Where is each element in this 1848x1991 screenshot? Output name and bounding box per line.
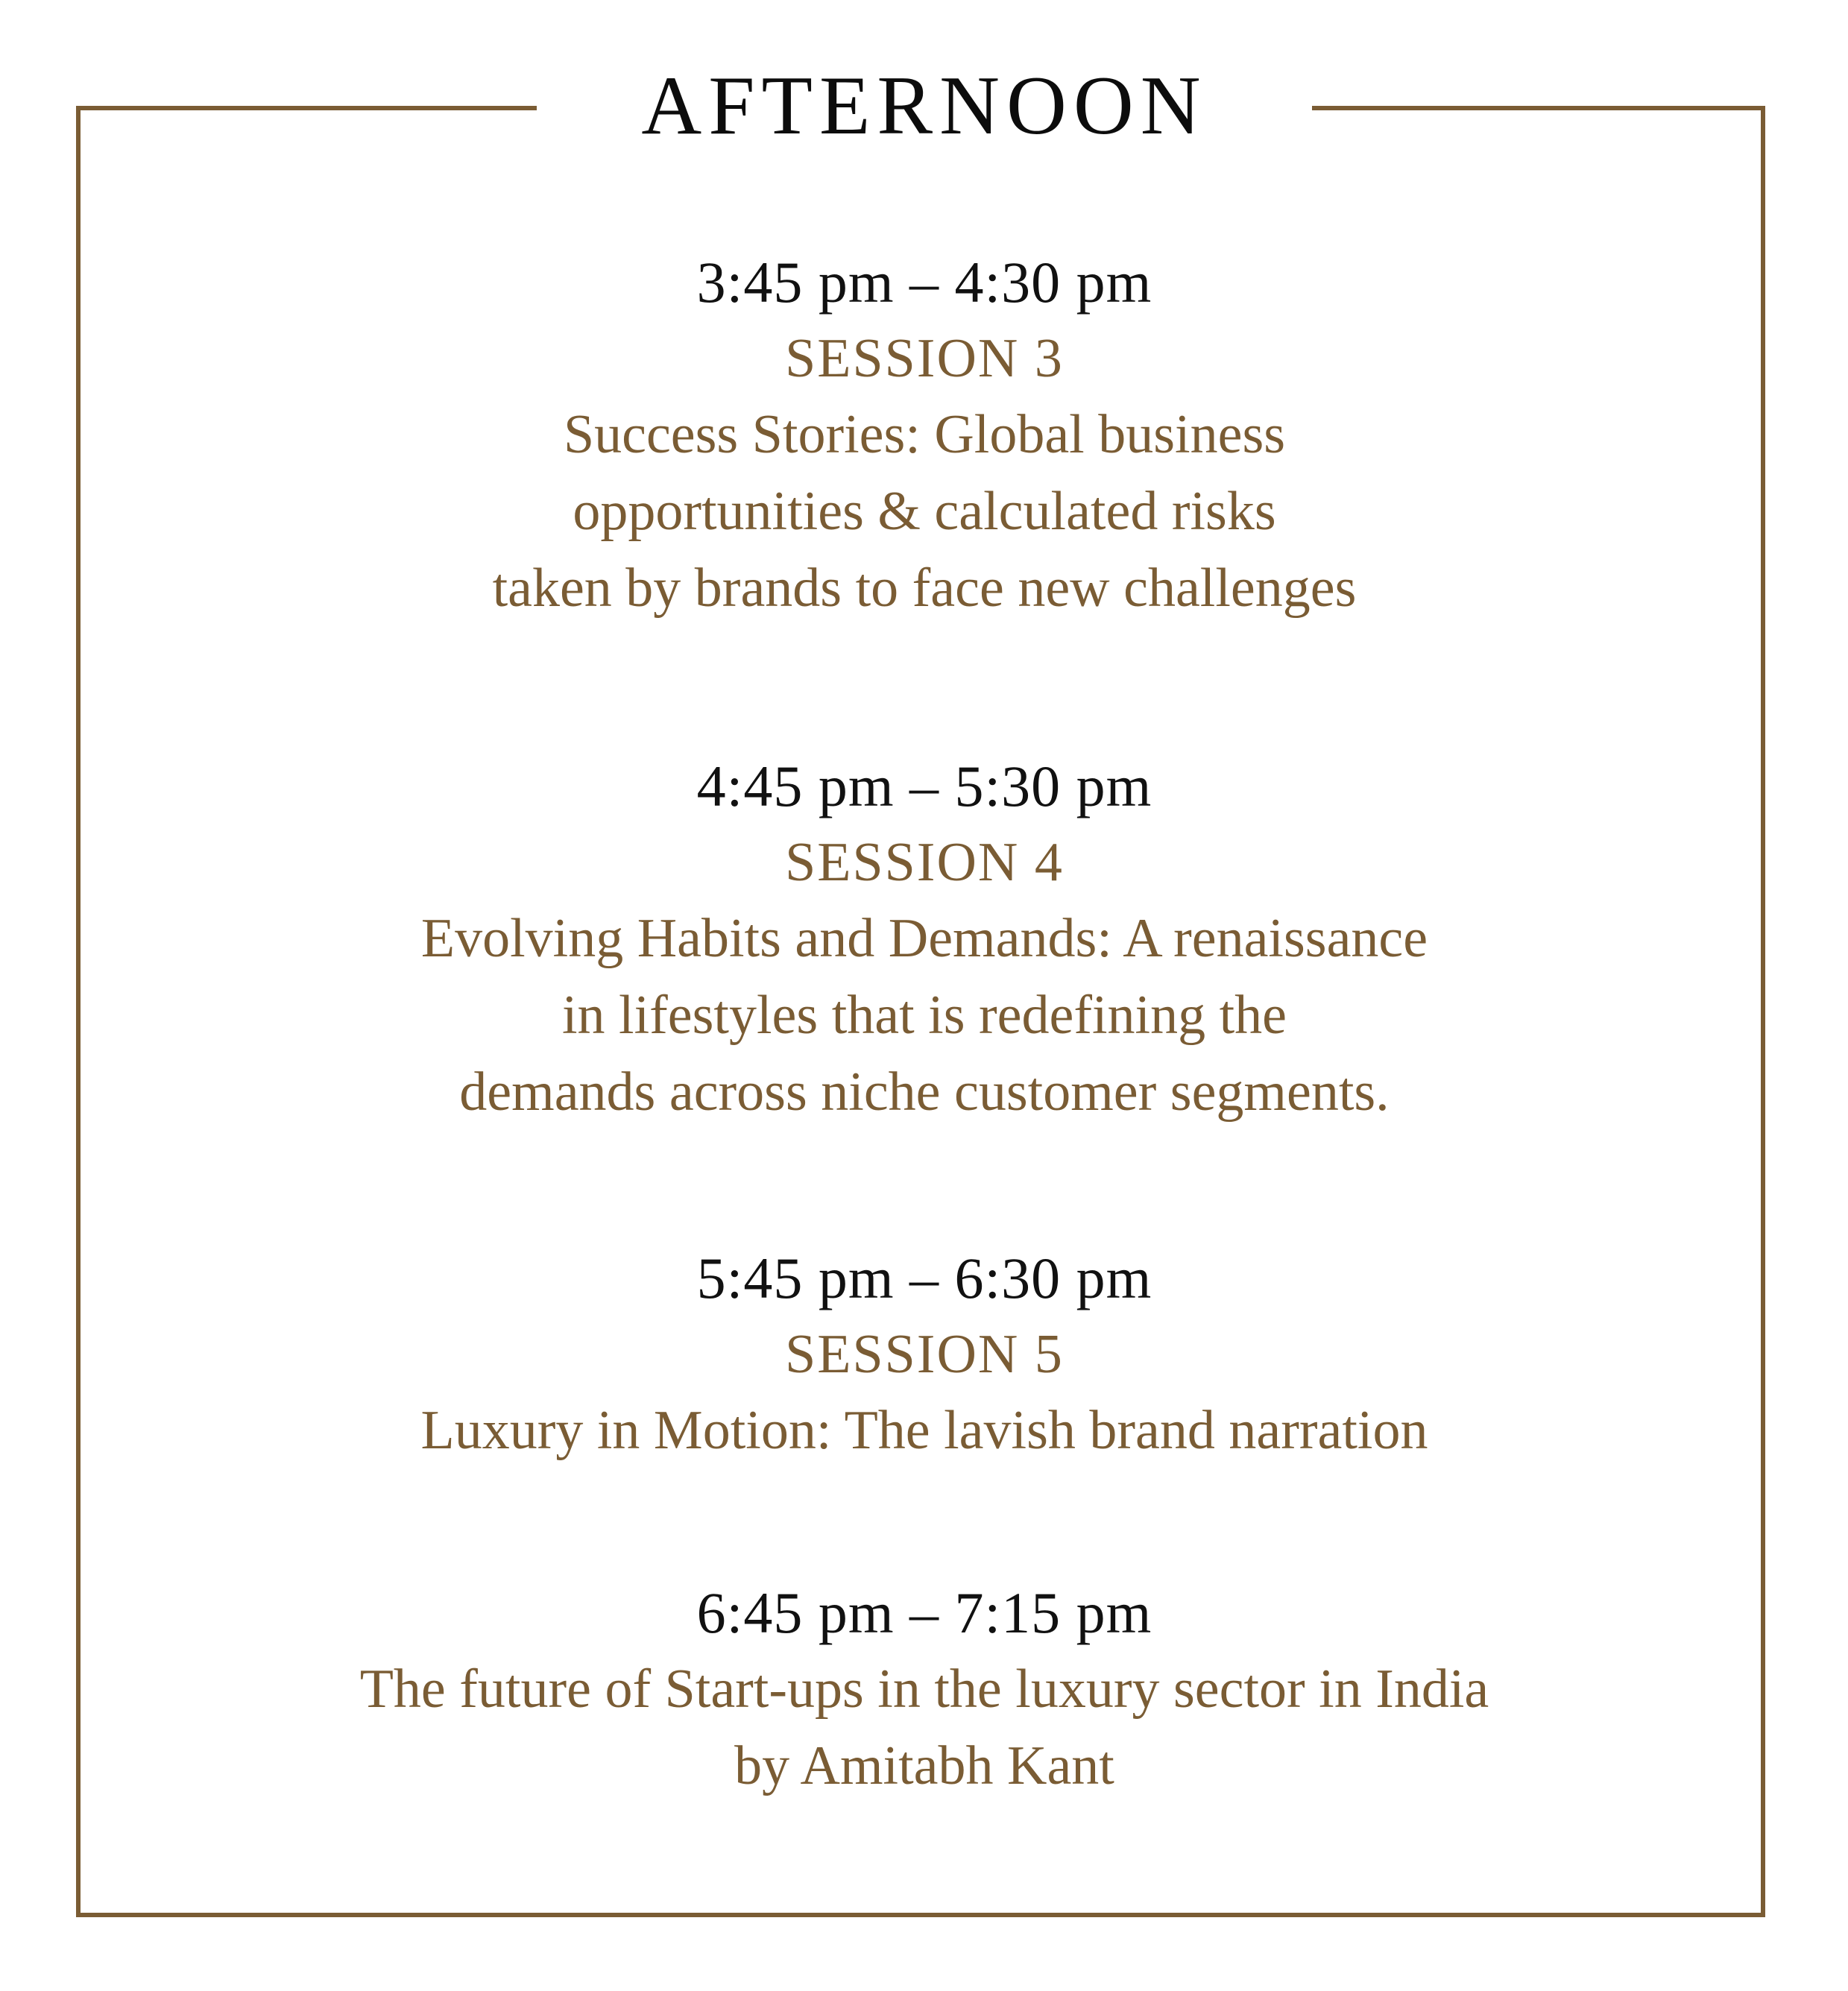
session-description xyxy=(119,1392,1729,1469)
description-line: in lifestyles that is redefining the xyxy=(561,985,1287,1046)
session-label: SESSION 5 xyxy=(785,1324,1064,1385)
description-line: by Amitabh Kant xyxy=(734,1735,1114,1796)
description-line: Success Stories: Global business xyxy=(563,404,1286,465)
session-block-3 xyxy=(119,244,1729,627)
session-description xyxy=(119,397,1729,627)
session-label: SESSION 4 xyxy=(785,832,1064,893)
session-description xyxy=(119,900,1729,1131)
session-time: 5:45 pm – 6:30 pm xyxy=(696,1246,1152,1310)
description-line: Luxury in Motion: The lavish brand narration xyxy=(420,1400,1428,1461)
session-time: 6:45 pm – 7:15 pm xyxy=(696,1580,1152,1645)
description-line: taken by brands to face new challenges xyxy=(492,558,1357,619)
frame-top-right-rule xyxy=(1312,106,1765,110)
session-block-5 xyxy=(119,1240,1729,1469)
session-block-4 xyxy=(119,748,1729,1131)
description-line: Evolving Habits and Demands: A renaissance xyxy=(420,908,1428,969)
session-description xyxy=(119,1651,1729,1805)
section-heading: AFTERNOON xyxy=(641,60,1208,152)
session-time: 3:45 pm – 4:30 pm xyxy=(696,250,1152,315)
session-label: SESSION 3 xyxy=(785,328,1064,389)
frame-top-left-rule xyxy=(76,106,537,110)
description-line: opportunities & calculated risks xyxy=(573,481,1276,542)
description-line: demands across niche customer segments. xyxy=(459,1061,1390,1123)
session-time: 4:45 pm – 5:30 pm xyxy=(696,754,1152,818)
description-line: The future of Start-ups in the luxury sector in India xyxy=(359,1659,1489,1720)
keynote-block xyxy=(119,1575,1729,1805)
